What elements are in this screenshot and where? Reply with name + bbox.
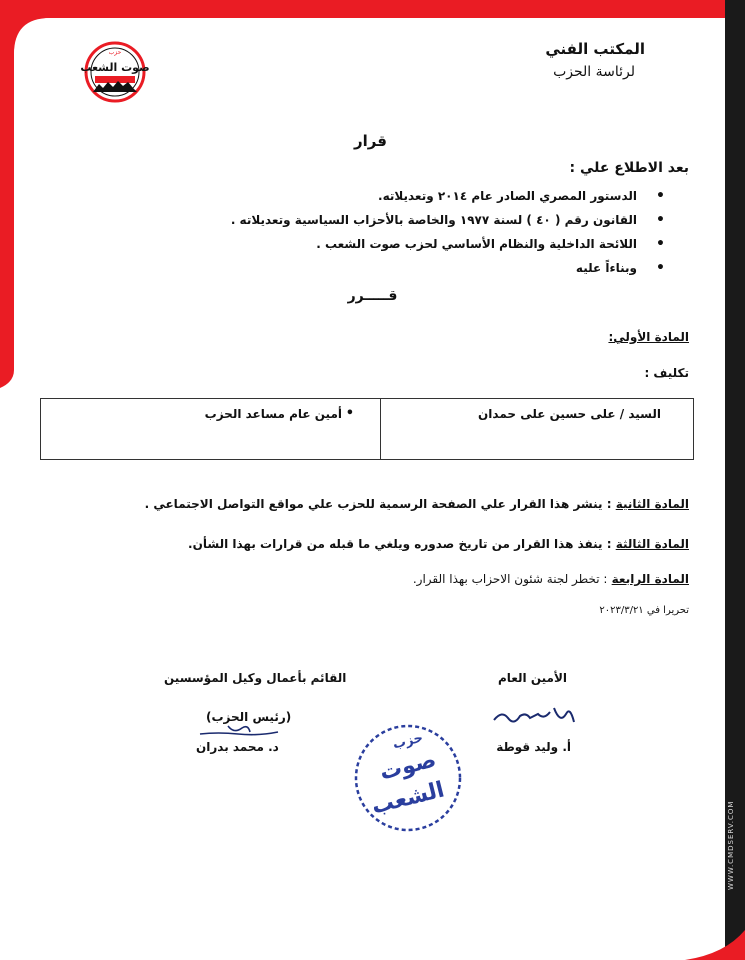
- list-item: القانون رقم ( ٤٠ ) لسنة ١٩٧٧ والخاصة بالأحزاب السياسية وتعديلاته . •: [217, 211, 637, 235]
- corner-decoration: [685, 930, 745, 960]
- list-item: الدستور المصري الصادر عام ٢٠١٤ وتعديلاته. •: [217, 187, 637, 211]
- article-2: [145, 497, 689, 511]
- article-2-body: : ينشر هذا القرار علي الصفحة الرسمية للحزب علي مواقع التواصل الاجتماعي .: [144, 497, 612, 511]
- office-subtitle: لرئاسة الحزب: [553, 64, 635, 80]
- bullet-icon: •: [345, 406, 354, 421]
- assignment-table: [40, 398, 694, 460]
- table-cell-role: [41, 399, 381, 459]
- watermark-text: WWW.CMDSERV.COM: [727, 800, 735, 890]
- stamp-line-2: صوت: [377, 747, 439, 786]
- party-logo: [75, 40, 155, 105]
- assignment-label: تكليف :: [644, 366, 689, 380]
- secretary-general-title: الأمين العام: [497, 671, 567, 685]
- issue-date: تحريرا في ٢٠٢٣/٣/٢١: [599, 605, 689, 616]
- decision-title: قرار: [354, 132, 387, 150]
- founders-agent-title: القائم بأعمال وكيل المؤسسين: [164, 671, 347, 685]
- signature-left: [198, 722, 298, 746]
- signature-right: [490, 700, 580, 730]
- stamp-line-3: الشعب: [369, 777, 447, 820]
- party-president-role: (رئيس الحزب): [206, 710, 292, 724]
- logo-text: صوت الشعب: [80, 61, 150, 74]
- article-4-label: المادة الرابعة: [611, 572, 689, 586]
- table-cell-person: [381, 399, 693, 459]
- stamp-line-1: حزب: [391, 730, 425, 753]
- article-4-body: : تخطر لجنة شئون الاحزاب بهذا القرار.: [412, 572, 608, 586]
- article-3: [188, 537, 689, 551]
- references-list: [217, 187, 637, 283]
- article-1-label: المادة الأولي:: [608, 330, 689, 344]
- list-item: وبناءاً عليه •: [217, 259, 637, 283]
- office-title: المكتب الفني: [545, 40, 645, 58]
- secretary-general-name: أ. وليد قوطة: [496, 740, 571, 754]
- party-stamp: [348, 718, 468, 838]
- role-text: أمين عام مساعد الحزب: [204, 407, 342, 421]
- after-review-heading: بعد الاطلاع علي :: [569, 160, 689, 176]
- article-3-body: : ينفذ هذا القرار من تاريخ صدوره ويلغي ما قبله من قرارات بهذا الشأن.: [188, 537, 612, 551]
- article-4: [413, 572, 689, 586]
- logo-small-text: حزب: [108, 49, 122, 56]
- founders-agent-name: د. محمد بدران: [196, 740, 279, 754]
- decides-heading: قـــــرر: [347, 288, 398, 304]
- list-item: اللائحة الداخلية والنظام الأساسي لحزب صوت الشعب . •: [217, 235, 637, 259]
- person-name: السيد / على حسين على حمدان: [478, 407, 661, 421]
- article-2-label: المادة الثانية: [615, 497, 689, 511]
- article-3-label: المادة الثالثة: [615, 537, 689, 551]
